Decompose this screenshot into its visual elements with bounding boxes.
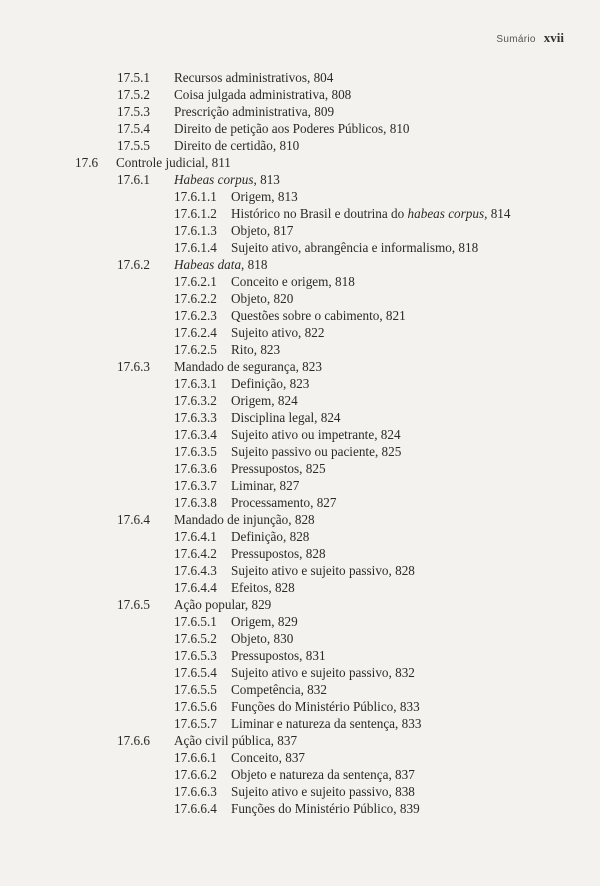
toc-entry-title-text: Sujeito ativo ou impetrante [231, 427, 375, 442]
toc-entry-page: , 829 [245, 597, 271, 612]
toc-entry-title-text: Mandado de injunção [174, 512, 289, 527]
toc-entry-title-text: Sujeito ativo e sujeito passivo [231, 665, 389, 680]
toc-entry-title-text: Origem [231, 189, 272, 204]
toc-entry-title [231, 664, 415, 681]
toc-entry-number: 17.6.4.2 [174, 546, 217, 561]
toc-entry-page: , 814 [484, 206, 510, 221]
toc-entry-title-italic: Habeas data [174, 257, 242, 272]
table-of-contents [0, 69, 600, 817]
toc-entry-title [174, 137, 299, 154]
toc-entry-title-text: Processamento [231, 495, 311, 510]
toc-entry-number: 17.6.3.2 [174, 393, 217, 408]
toc-entry [0, 375, 600, 392]
toc-entry-title-text: Recursos administrativos [174, 70, 307, 85]
toc-entry-title-text: Conceito [231, 750, 279, 765]
toc-entry-number: 17.6.2.5 [174, 342, 217, 357]
toc-entry-title [174, 358, 322, 375]
toc-entry-page: , 818 [328, 274, 354, 289]
toc-entry-title [231, 222, 293, 239]
page-number: xvii [543, 30, 564, 45]
toc-entry-number: 17.6.4.1 [174, 529, 217, 544]
toc-entry-page: , 833 [393, 699, 419, 714]
toc-entry-page: , 823 [254, 342, 280, 357]
toc-entry-title-text: Objeto [231, 631, 267, 646]
toc-entry-number: 17.6.6.2 [174, 767, 217, 782]
toc-entry-title [174, 511, 315, 528]
toc-entry-title [174, 120, 410, 137]
toc-entry-page: , 810 [273, 138, 299, 153]
toc-entry [0, 154, 600, 171]
toc-entry-number: 17.6.3.1 [174, 376, 217, 391]
toc-entry-number: 17.5.4 [117, 121, 150, 136]
toc-entry-number: 17.6.5.2 [174, 631, 217, 646]
toc-entry-page: , 837 [279, 750, 305, 765]
toc-entry-title [231, 477, 299, 494]
toc-entry-title-text: Direito de petição aos Poderes Públicos [174, 121, 384, 136]
toc-entry-page: , 830 [267, 631, 293, 646]
toc-entry-title-text: Histórico no Brasil e doutrina do [231, 206, 408, 221]
toc-entry-number: 17.6.2.4 [174, 325, 217, 340]
toc-entry [0, 86, 600, 103]
toc-entry-title-text: Objeto [231, 223, 267, 238]
toc-entry-title-text: Origem [231, 393, 272, 408]
toc-entry [0, 205, 600, 222]
toc-entry-number: 17.6.4 [117, 512, 150, 527]
toc-entry-title [174, 256, 267, 273]
toc-entry [0, 409, 600, 426]
toc-entry [0, 69, 600, 86]
toc-entry-title-text: Prescrição administrativa [174, 104, 308, 119]
toc-entry [0, 579, 600, 596]
toc-entry-title-text: Objeto e natureza da sentença [231, 767, 389, 782]
toc-entry-title-text: Competência [231, 682, 301, 697]
toc-entry-title [174, 171, 280, 188]
toc-entry-number: 17.6.1.1 [174, 189, 217, 204]
toc-entry-page: , 821 [379, 308, 405, 323]
toc-entry-page: , 824 [374, 427, 400, 442]
toc-entry-number: 17.6.5.7 [174, 716, 217, 731]
toc-entry-title [231, 613, 298, 630]
toc-entry-number: 17.6.3.3 [174, 410, 217, 425]
toc-entry-number: 17.6.2.2 [174, 291, 217, 306]
toc-entry-number: 17.5.2 [117, 87, 150, 102]
toc-entry-title [231, 188, 298, 205]
toc-entry [0, 749, 600, 766]
toc-entry-title [231, 409, 341, 426]
toc-entry [0, 341, 600, 358]
toc-entry-number: 17.6.5.1 [174, 614, 217, 629]
toc-entry-title [231, 783, 415, 800]
toc-entry-title-text: Liminar [231, 478, 273, 493]
toc-entry-number: 17.6.2.3 [174, 308, 217, 323]
toc-entry-page: , 822 [298, 325, 324, 340]
toc-entry [0, 664, 600, 681]
toc-entry [0, 120, 600, 137]
toc-entry-title-italic: habeas corpus [407, 206, 485, 221]
toc-entry-page: , 833 [395, 716, 421, 731]
toc-entry [0, 171, 600, 188]
toc-entry [0, 647, 600, 664]
running-header-label: Sumário [496, 34, 536, 45]
toc-entry-number: 17.6.4.3 [174, 563, 217, 578]
toc-entry [0, 613, 600, 630]
toc-entry-title [231, 239, 478, 256]
toc-entry-page: , 838 [389, 784, 415, 799]
toc-entry-title-text: Efeitos [231, 580, 269, 595]
toc-entry-number: 17.6.1.3 [174, 223, 217, 238]
toc-entry-title-text: Liminar e natureza da sentença [231, 716, 396, 731]
toc-entry [0, 256, 600, 273]
toc-entry [0, 137, 600, 154]
toc-entry-title [231, 375, 309, 392]
toc-entry-number: 17.6.1.2 [174, 206, 217, 221]
toc-entry-title-text: Direito de certidão [174, 138, 273, 153]
toc-entry-title [231, 443, 401, 460]
toc-entry-title-text: Pressupostos [231, 546, 300, 561]
toc-entry-title-text: Objeto [231, 291, 267, 306]
toc-entry-page: , 828 [288, 512, 314, 527]
toc-entry-number: 17.6.2.1 [174, 274, 217, 289]
toc-entry-title [231, 307, 406, 324]
toc-entry-title [174, 596, 271, 613]
toc-entry [0, 732, 600, 749]
toc-entry-title-text: Questões sobre o cabimento [231, 308, 380, 323]
toc-entry-title-text: Definição [231, 529, 283, 544]
toc-entry-title [231, 749, 305, 766]
toc-entry-title [231, 528, 309, 545]
toc-entry-page: , 817 [267, 223, 293, 238]
toc-entry-title [231, 392, 298, 409]
toc-entry-number: 17.6.1 [117, 172, 150, 187]
toc-entry [0, 358, 600, 375]
toc-entry-page: , 818 [241, 257, 267, 272]
toc-entry-title [231, 290, 293, 307]
toc-entry-page: , 804 [307, 70, 333, 85]
toc-entry-title-text: Conceito e origem [231, 274, 329, 289]
toc-entry [0, 545, 600, 562]
toc-entry-title [231, 647, 326, 664]
toc-entry-title [231, 205, 510, 222]
toc-entry [0, 630, 600, 647]
toc-entry-title-text: Mandado de segurança [174, 359, 296, 374]
toc-entry-title [231, 562, 415, 579]
toc-entry-number: 17.6.6.1 [174, 750, 217, 765]
toc-entry-title [231, 324, 324, 341]
toc-entry-title-italic: Habeas corpus [174, 172, 254, 187]
toc-entry [0, 596, 600, 613]
toc-entry [0, 698, 600, 715]
toc-entry-page: , 824 [271, 393, 297, 408]
toc-entry-page: , 829 [271, 614, 297, 629]
toc-entry [0, 307, 600, 324]
toc-entry-number: 17.6.6.3 [174, 784, 217, 799]
toc-entry-number: 17.6.4.4 [174, 580, 217, 595]
toc-entry-title [231, 426, 401, 443]
toc-entry [0, 528, 600, 545]
toc-entry-page: , 828 [268, 580, 294, 595]
toc-entry-title-text: Disciplina legal [231, 410, 315, 425]
toc-entry-title [231, 766, 415, 783]
toc-entry-page: , 818 [452, 240, 478, 255]
toc-entry-page: , 837 [271, 733, 297, 748]
toc-entry-title-text: Sujeito ativo e sujeito passivo [231, 563, 389, 578]
toc-entry-title-text: Sujeito ativo [231, 325, 299, 340]
toc-entry-title [231, 341, 280, 358]
toc-entry-title-text: Funções do Ministério Público [231, 801, 394, 816]
toc-entry-title-text: Rito [231, 342, 254, 357]
toc-entry-number: 17.6.3.7 [174, 478, 217, 493]
toc-entry-title-text: Origem [231, 614, 272, 629]
toc-entry-page: , 839 [393, 801, 419, 816]
toc-entry-page: , 808 [325, 87, 351, 102]
toc-entry-page: , 823 [283, 376, 309, 391]
running-header [496, 30, 564, 46]
toc-entry-title-text: Ação civil pública [174, 733, 271, 748]
toc-entry-number: 17.6.5.3 [174, 648, 217, 663]
toc-entry [0, 188, 600, 205]
toc-entry-title [231, 800, 420, 817]
toc-entry-title [174, 69, 333, 86]
toc-entry-number: 17.6.1.4 [174, 240, 217, 255]
toc-entry-number: 17.6.3.8 [174, 495, 217, 510]
toc-entry-page: , 831 [299, 648, 325, 663]
toc-entry [0, 511, 600, 528]
toc-entry-title [231, 698, 420, 715]
toc-entry [0, 443, 600, 460]
toc-entry-title-text: Pressupostos [231, 648, 300, 663]
toc-entry [0, 715, 600, 732]
toc-entry-title [174, 732, 297, 749]
toc-entry-number: 17.6.5.6 [174, 699, 217, 714]
toc-entry [0, 239, 600, 256]
toc-entry-number: 17.6 [75, 155, 99, 170]
toc-entry-page: , 832 [389, 665, 415, 680]
toc-entry [0, 426, 600, 443]
toc-entry-title [174, 103, 334, 120]
toc-entry [0, 324, 600, 341]
toc-entry-title [231, 715, 421, 732]
toc-entry-title [231, 630, 293, 647]
toc-entry-page: , 828 [299, 546, 325, 561]
toc-entry-number: 17.6.3.6 [174, 461, 217, 476]
toc-entry-page: , 827 [310, 495, 336, 510]
toc-entry [0, 273, 600, 290]
toc-entry [0, 562, 600, 579]
toc-entry-page: , 823 [296, 359, 322, 374]
toc-entry-number: 17.6.5.4 [174, 665, 217, 680]
toc-entry-title [231, 681, 327, 698]
toc-entry-number: 17.6.6 [117, 733, 150, 748]
toc-entry [0, 103, 600, 120]
toc-entry-page: , 824 [314, 410, 340, 425]
toc-entry-title-text: Funções do Ministério Público [231, 699, 394, 714]
toc-entry-title [231, 494, 336, 511]
toc-entry-title-text: Ação popular [174, 597, 245, 612]
toc-entry-page: , 825 [375, 444, 401, 459]
toc-entry-number: 17.6.3.4 [174, 427, 217, 442]
toc-entry-title-text: Controle judicial [116, 155, 205, 170]
toc-entry-number: 17.5.3 [117, 104, 150, 119]
toc-entry-number: 17.5.1 [117, 70, 150, 85]
toc-entry [0, 681, 600, 698]
toc-entry-number: 17.6.6.4 [174, 801, 217, 816]
toc-entry-number: 17.6.2 [117, 257, 150, 272]
toc-entry-title [231, 579, 295, 596]
toc-entry [0, 783, 600, 800]
toc-entry-page: , 813 [271, 189, 297, 204]
toc-entry [0, 222, 600, 239]
toc-entry-title-text: Coisa julgada administrativa [174, 87, 325, 102]
toc-entry-page: , 809 [308, 104, 334, 119]
toc-entry-title-text: Sujeito ativo e sujeito passivo [231, 784, 389, 799]
toc-entry [0, 766, 600, 783]
toc-entry-number: 17.6.3.5 [174, 444, 217, 459]
toc-entry [0, 477, 600, 494]
toc-entry-number: 17.5.5 [117, 138, 150, 153]
toc-entry-title-text: Sujeito ativo, abrangência e informalismo [231, 240, 452, 255]
toc-entry [0, 494, 600, 511]
toc-entry-page: , 828 [389, 563, 415, 578]
toc-entry-page: , 837 [388, 767, 414, 782]
toc-entry-page: , 811 [205, 155, 231, 170]
toc-entry-page: , 825 [299, 461, 325, 476]
toc-entry-page: , 810 [383, 121, 409, 136]
toc-entry-title [116, 154, 231, 171]
toc-entry-page: , 820 [267, 291, 293, 306]
toc-entry-number: 17.6.5.5 [174, 682, 217, 697]
toc-entry [0, 290, 600, 307]
toc-entry-page: , 828 [283, 529, 309, 544]
toc-entry-page: , 813 [254, 172, 280, 187]
toc-entry-title [174, 86, 351, 103]
toc-entry-page: , 832 [301, 682, 327, 697]
toc-entry-title-text: Pressupostos [231, 461, 300, 476]
toc-entry-number: 17.6.3 [117, 359, 150, 374]
toc-entry-title-text: Definição [231, 376, 283, 391]
toc-entry-title [231, 273, 355, 290]
toc-entry [0, 800, 600, 817]
toc-entry-page: , 827 [273, 478, 299, 493]
toc-entry-number: 17.6.5 [117, 597, 150, 612]
toc-entry [0, 392, 600, 409]
toc-entry-title [231, 460, 326, 477]
toc-entry-title [231, 545, 326, 562]
toc-entry-title-text: Sujeito passivo ou paciente [231, 444, 375, 459]
toc-entry [0, 460, 600, 477]
